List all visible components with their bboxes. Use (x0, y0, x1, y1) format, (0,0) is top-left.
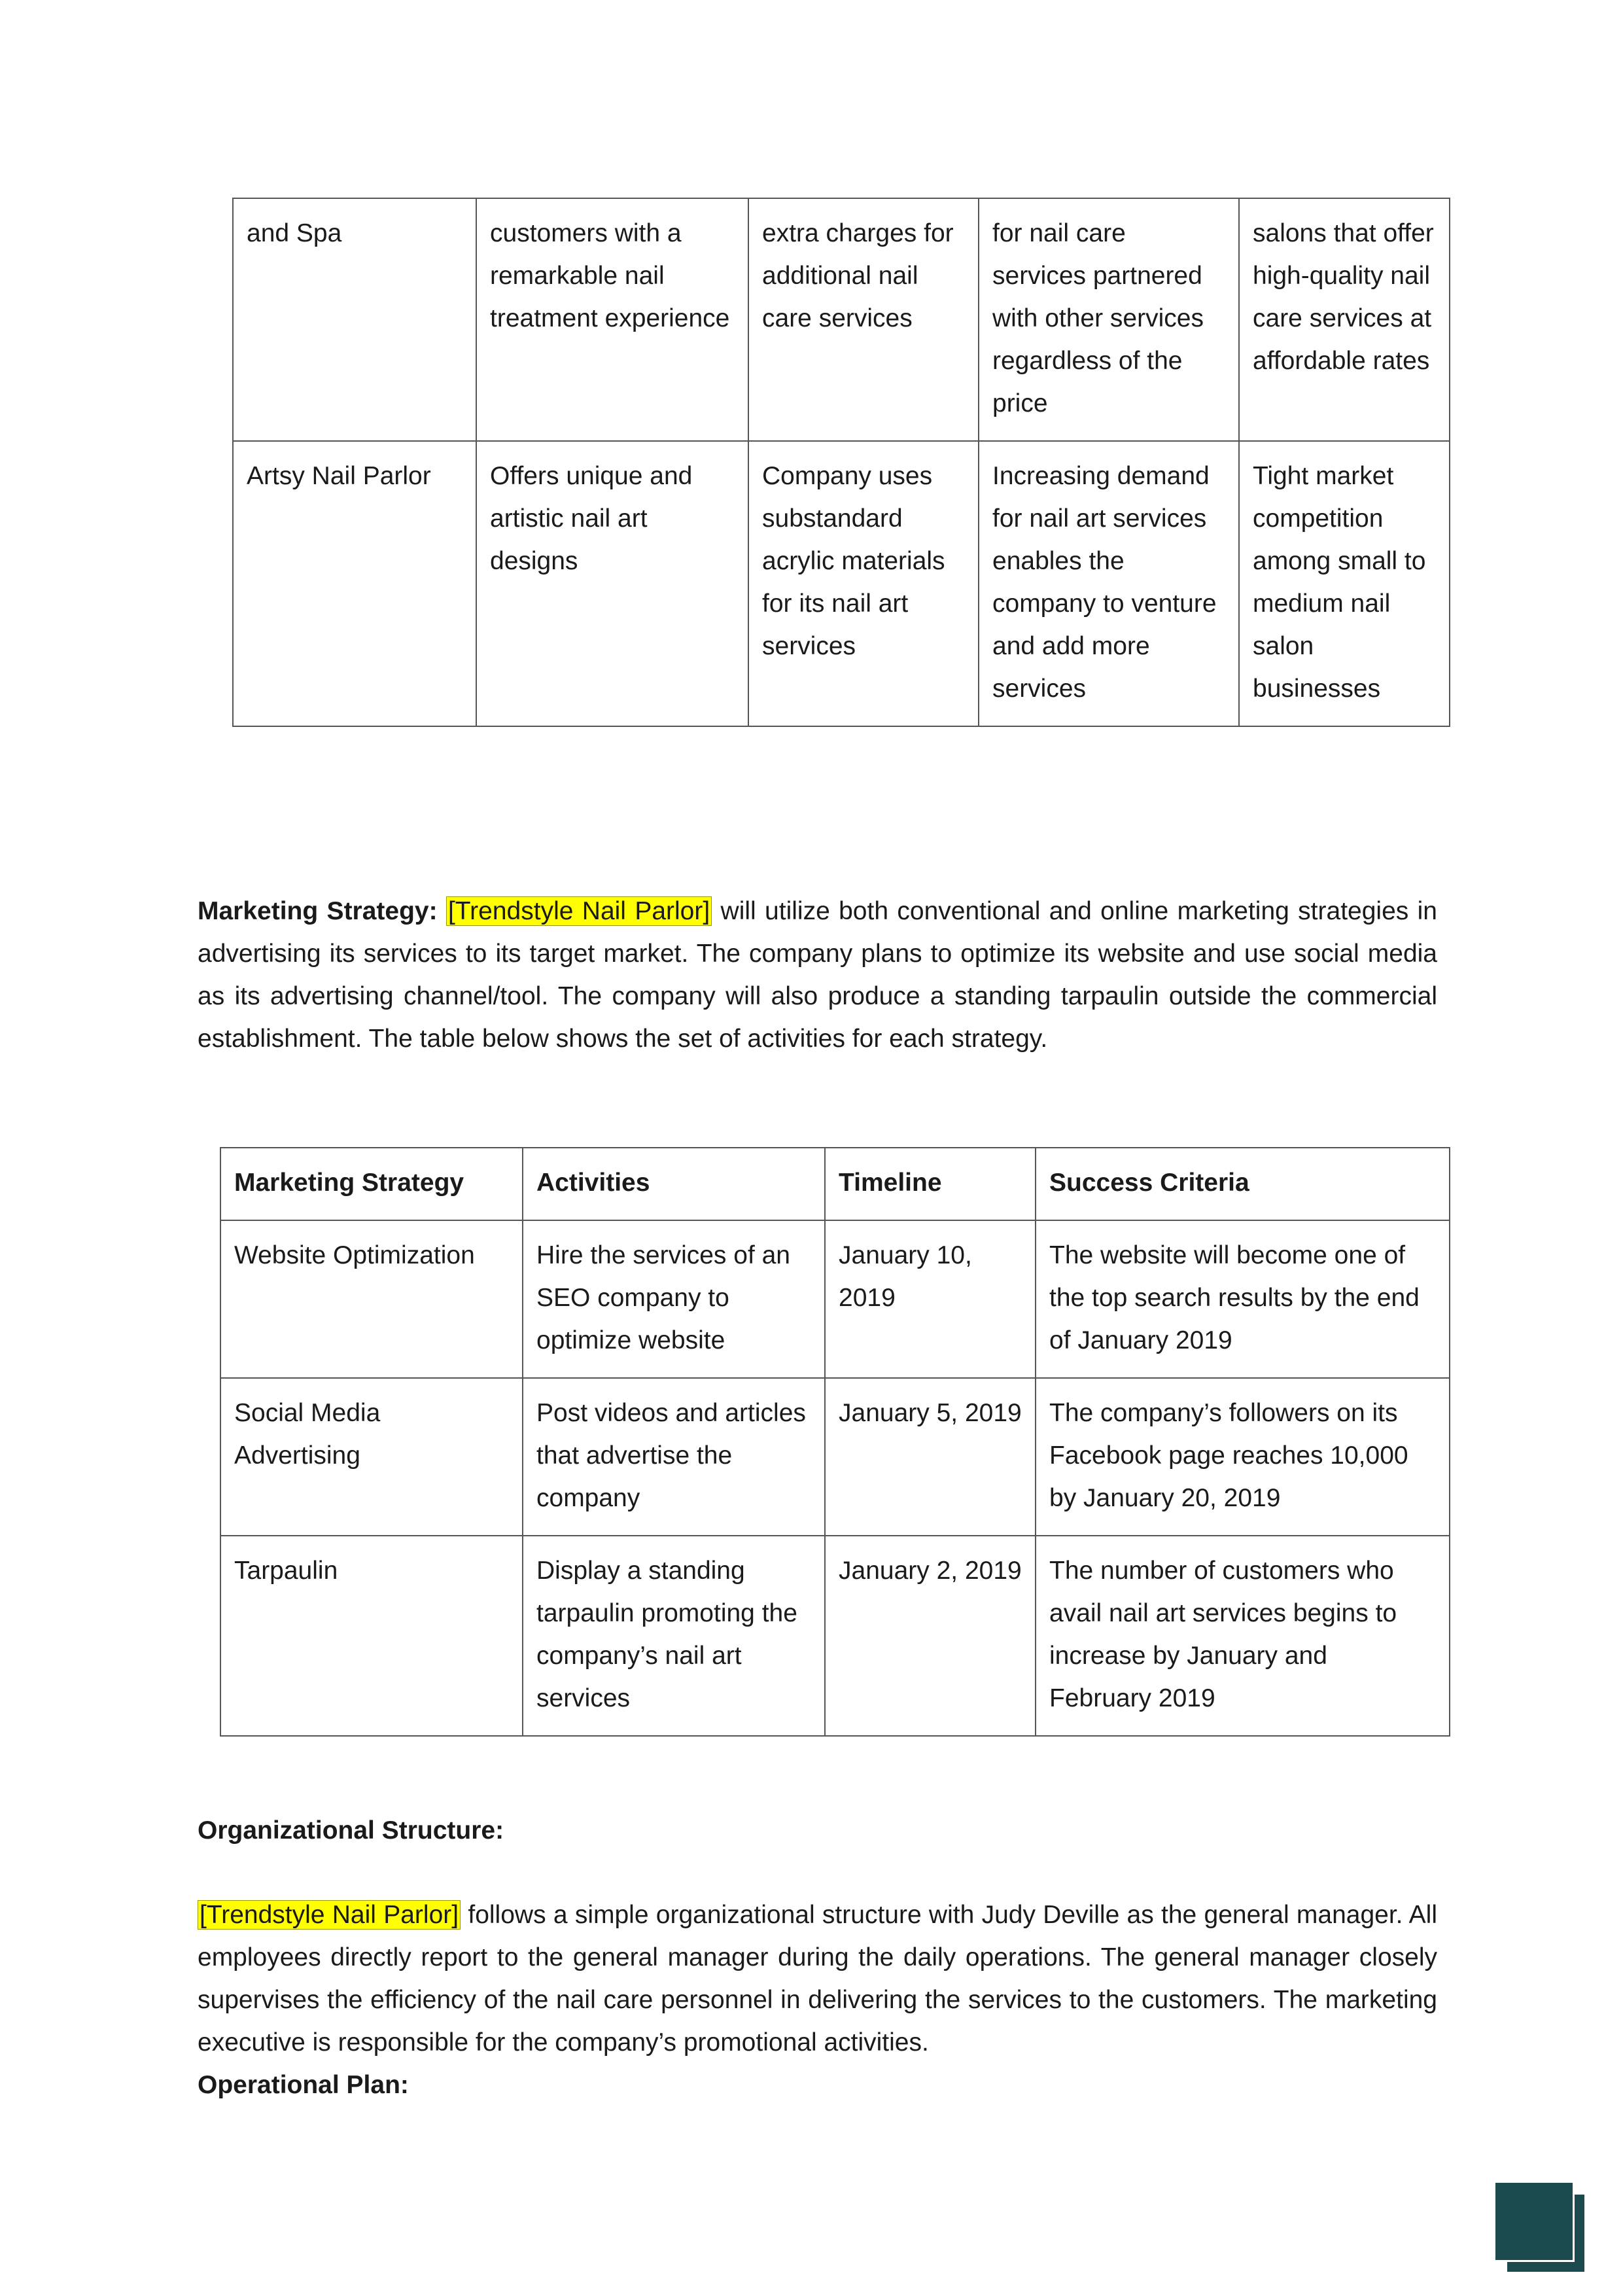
cell-activities: Display a standing tarpaulin promoting the company’s nail art services (523, 1536, 825, 1736)
table-header-row (220, 1148, 1450, 1220)
company-name-highlight: [Trendstyle Nail Parlor] (446, 896, 712, 926)
marketing-text: will utilize both conventional and online marketing strategies in advertising its services to its target market. The company plans to optimize its website and use social media as its advertising channel/tool. The company will also produce a standing tarpaulin outside the commercial establishment. The table below shows the set of activities for each strategy. (198, 897, 1437, 1053)
cell-strategy: Website Optimization (220, 1220, 523, 1378)
logo-square-front (1495, 2183, 1573, 2260)
cell-timeline: January 5, 2019 (825, 1378, 1036, 1536)
table-row (220, 1220, 1450, 1378)
org-structure-paragraph (198, 1894, 1437, 2064)
competitor-weakness: extra charges for additional nail care services (748, 198, 979, 441)
brand-corner-logo (1495, 2183, 1587, 2274)
table-row (233, 441, 1450, 726)
competitor-weakness: Company uses substandard acrylic materials for its nail art services (748, 441, 979, 726)
cell-strategy: Social Media Advertising (220, 1378, 523, 1536)
competitor-threat: salons that offer high-quality nail care services at affordable rates (1239, 198, 1450, 441)
company-name-highlight: [Trendstyle Nail Parlor] (198, 1900, 461, 1930)
cell-criteria: The website will become one of the top search results by the end of January 2019 (1036, 1220, 1450, 1378)
competitor-name: Artsy Nail Parlor (233, 441, 476, 726)
marketing-label: Marketing Strategy: (198, 897, 438, 925)
header-timeline: Timeline (825, 1148, 1036, 1220)
header-marketing-strategy: Marketing Strategy (220, 1148, 523, 1220)
marketing-table (220, 1147, 1450, 1737)
cell-timeline: January 2, 2019 (825, 1536, 1036, 1736)
table-row (233, 198, 1450, 441)
competitor-opportunity: for nail care services partnered with other services regardless of the price (979, 198, 1239, 441)
org-structure-text: follows a simple organizational structure with Judy Deville as the general manager. All employees directly report to the general manager during the daily operations. The general manager closely supervises the efficiency of the nail care personnel in delivering the services to the customers. The marketing executive is responsible for the company’s promotional activities. (198, 1901, 1437, 2057)
cell-criteria: The company’s followers on its Facebook page reaches 10,000 by January 20, 2019 (1036, 1378, 1450, 1536)
table-row (220, 1378, 1450, 1536)
org-structure-heading: Organizational Structure: (198, 1816, 504, 1845)
competitor-opportunity: Increasing demand for nail art services enables the company to venture and add more services (979, 441, 1239, 726)
cell-criteria: The number of customers who avail nail art services begins to increase by January and February 2019 (1036, 1536, 1450, 1736)
cell-activities: Hire the services of an SEO company to optimize website (523, 1220, 825, 1378)
cell-activities: Post videos and articles that advertise the company (523, 1378, 825, 1536)
cell-timeline: January 10, 2019 (825, 1220, 1036, 1378)
table-row (220, 1536, 1450, 1736)
cell-strategy: Tarpaulin (220, 1536, 523, 1736)
competitor-strength: customers with a remarkable nail treatment experience (476, 198, 748, 441)
operational-plan-heading: Operational Plan: (198, 2071, 409, 2099)
marketing-paragraph (198, 890, 1437, 1060)
competitor-name: and Spa (233, 198, 476, 441)
header-success-criteria: Success Criteria (1036, 1148, 1450, 1220)
competitor-table (232, 198, 1450, 727)
competitor-threat: Tight market competition among small to medium nail salon businesses (1239, 441, 1450, 726)
competitor-strength: Offers unique and artistic nail art designs (476, 441, 748, 726)
header-activities: Activities (523, 1148, 825, 1220)
